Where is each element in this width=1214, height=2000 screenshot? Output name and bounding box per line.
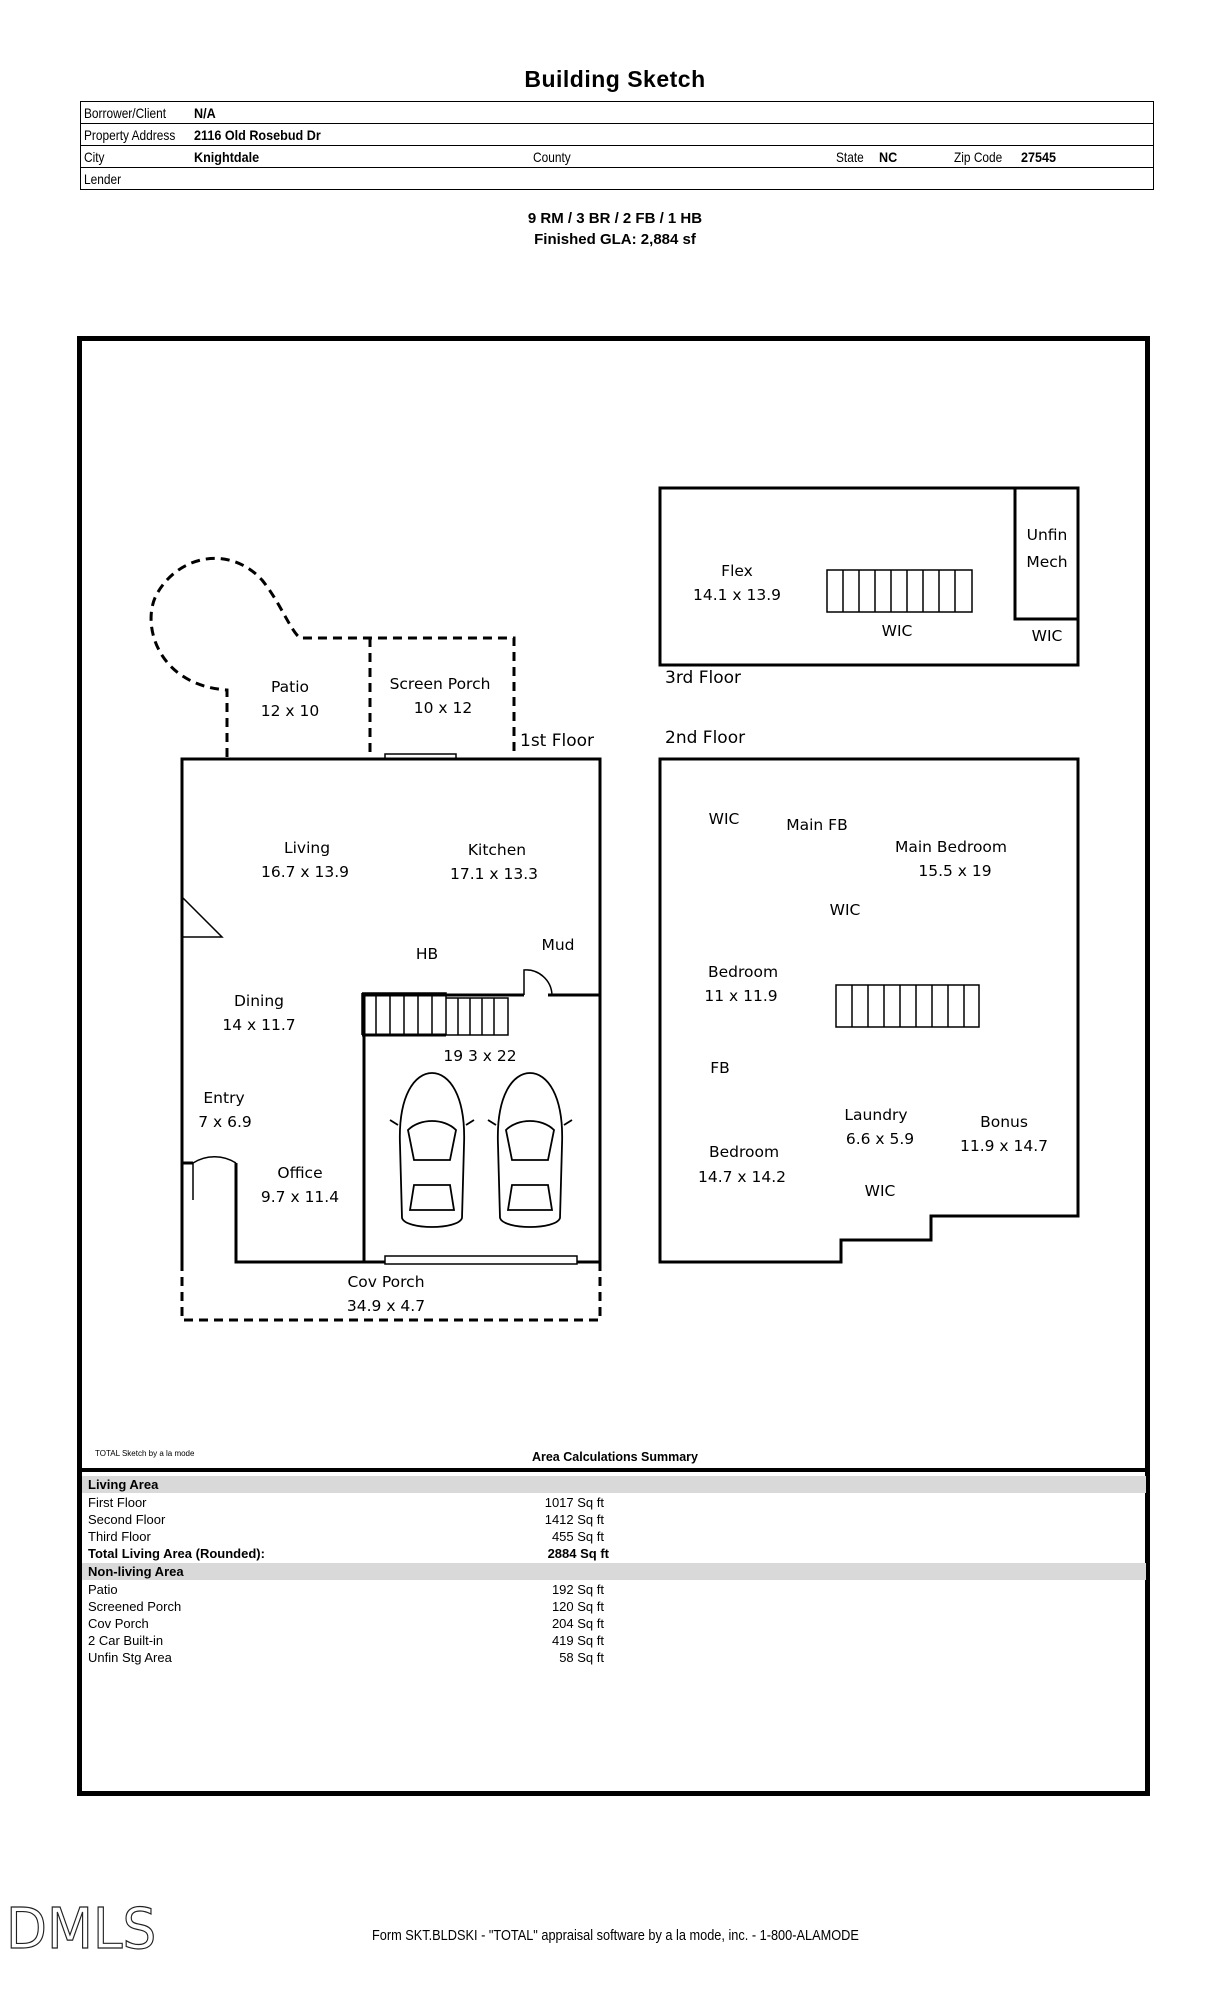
mud-door-swing xyxy=(524,970,552,995)
dining-door-swing xyxy=(182,897,222,937)
third-floor-label: 3rd Floor xyxy=(665,668,741,688)
patio-outline xyxy=(151,558,514,757)
dining-dims: 14 x 11.7 xyxy=(222,1016,296,1034)
third-floor-wic-1: WIC xyxy=(881,622,913,640)
total-living-label: Total Living Area (Rounded): xyxy=(88,1546,265,1561)
office-dims: 9.7 x 11.4 xyxy=(260,1188,340,1206)
first-floor-row-value: 1017 Sq ft xyxy=(544,1495,604,1510)
borrower-value: N/A xyxy=(194,104,217,121)
entry-dims: 7 x 6.9 xyxy=(198,1113,252,1131)
third-floor-stairs xyxy=(827,570,972,612)
patio-row-label: Patio xyxy=(88,1582,118,1597)
first-floor-stairs xyxy=(362,993,508,1035)
laundry-dims: 6.6 x 5.9 xyxy=(845,1130,915,1148)
calc-divider xyxy=(80,1468,1148,1472)
borrower-label: Borrower/Client xyxy=(84,104,167,121)
patio-dims: 12 x 10 xyxy=(260,702,320,720)
county-label: County xyxy=(533,148,572,165)
main-fb-label: Main FB xyxy=(786,816,848,834)
second-floor-wic-top: WIC xyxy=(708,810,740,828)
fb-label: FB xyxy=(710,1059,730,1077)
bedroom1-name: Bedroom xyxy=(707,963,779,981)
second-floor-row-label: Second Floor xyxy=(88,1512,166,1527)
unfin-storage-row-value: 58 Sq ft xyxy=(559,1650,604,1665)
second-floor-label: 2nd Floor xyxy=(665,728,746,748)
main-bedroom-dims: 15.5 x 19 xyxy=(918,862,992,880)
screened-porch-row-label: Screened Porch xyxy=(88,1599,182,1614)
address-label: Property Address xyxy=(84,126,176,143)
first-floor-row-label: First Floor xyxy=(88,1495,147,1510)
kitchen-dims: 17.1 x 13.3 xyxy=(449,865,539,883)
bonus-name: Bonus xyxy=(980,1113,1028,1131)
cov-porch-dims: 34.9 x 4.7 xyxy=(346,1297,426,1315)
flex-room-name: Flex xyxy=(721,562,753,580)
third-floor-wic-2: WIC xyxy=(1031,627,1063,645)
unfin-storage-row-label: Unfin Stg Area xyxy=(88,1650,172,1665)
screen-porch-dims: 10 x 12 xyxy=(413,699,473,717)
living-dims: 16.7 x 13.9 xyxy=(260,863,350,881)
first-floor-label: 1st Floor xyxy=(520,731,595,751)
bedroom2-dims: 14.7 x 14.2 xyxy=(697,1168,787,1186)
bonus-dims: 11.9 x 14.7 xyxy=(959,1137,1049,1155)
form-footer-text: Form SKT.BLDSKI - "TOTAL" appraisal software by a la mode, inc. - 1-800-ALAMODE xyxy=(371,1927,859,1944)
second-floor-wic-mid: WIC xyxy=(829,901,861,919)
cov-porch-row-label: Cov Porch xyxy=(88,1616,149,1631)
third-floor-row-value: 455 Sq ft xyxy=(551,1529,604,1544)
area-calc-title: Area Calculations Summary xyxy=(531,1450,699,1464)
bedroom1-dims: 11 x 11.9 xyxy=(704,987,778,1005)
software-brand: TOTAL Sketch by a la mode xyxy=(95,1449,195,1458)
living-name: Living xyxy=(283,839,331,857)
entry-name: Entry xyxy=(203,1089,245,1107)
mech-label-line1: Unfin xyxy=(1026,526,1068,544)
garage-row-value: 419 Sq ft xyxy=(551,1633,604,1648)
mud-label: Mud xyxy=(541,936,575,954)
cov-porch-name: Cov Porch xyxy=(347,1273,425,1291)
finished-gla: Finished GLA: 2,884 sf xyxy=(534,231,696,248)
second-floor-stairs xyxy=(836,985,979,1027)
screened-porch-row-value: 120 Sq ft xyxy=(551,1599,604,1614)
total-living-value: 2884 Sq ft xyxy=(547,1546,609,1561)
mech-label-line2: Mech xyxy=(1026,553,1068,571)
patio-name: Patio xyxy=(270,678,310,696)
state-value: NC xyxy=(879,148,898,165)
second-floor-wic-bottom: WIC xyxy=(864,1182,896,1200)
car-icon-left xyxy=(390,1073,474,1227)
lender-label: Lender xyxy=(84,170,122,187)
cov-porch-row-value: 204 Sq ft xyxy=(551,1616,604,1631)
city-value: Knightdale xyxy=(194,148,260,165)
office-name: Office xyxy=(277,1164,323,1182)
bedroom2-name: Bedroom xyxy=(708,1143,780,1161)
city-label: City xyxy=(84,148,105,165)
garage-dims: 19 3 x 22 xyxy=(443,1047,517,1065)
slider-door xyxy=(385,754,456,759)
laundry-name: Laundry xyxy=(844,1106,908,1124)
dmls-watermark-text: DMLS xyxy=(6,1897,157,1962)
first-floor-outline xyxy=(182,759,600,1265)
second-floor-row-value: 1412 Sq ft xyxy=(544,1512,604,1527)
entry-door-swing xyxy=(193,1157,236,1200)
zip-label: Zip Code xyxy=(954,148,1003,165)
address-value: 2116 Old Rosebud Dr xyxy=(194,126,322,143)
car-icon-right xyxy=(488,1073,572,1227)
form-footer xyxy=(0,1927,1214,1944)
garage-door xyxy=(385,1256,577,1264)
dining-name: Dining xyxy=(233,992,285,1010)
third-floor-row-label: Third Floor xyxy=(88,1529,151,1544)
garage-row-label: 2 Car Built-in xyxy=(88,1633,164,1648)
flex-room-dims: 14.1 x 13.9 xyxy=(692,586,782,604)
non-living-header: Non-living Area xyxy=(82,1563,1146,1580)
screen-porch-name: Screen Porch xyxy=(389,675,491,693)
main-bedroom-name: Main Bedroom xyxy=(894,838,1008,856)
rooms-count: 9 RM / 3 BR / 2 FB / 1 HB xyxy=(527,210,703,227)
patio-row-value: 192 Sq ft xyxy=(551,1582,604,1597)
living-area-header: Living Area xyxy=(82,1476,1146,1493)
kitchen-name: Kitchen xyxy=(467,841,527,859)
hb-label: HB xyxy=(415,945,439,963)
zip-value: 27545 xyxy=(1021,148,1057,165)
page-title: Building Sketch xyxy=(524,66,706,92)
state-label: State xyxy=(836,148,865,165)
